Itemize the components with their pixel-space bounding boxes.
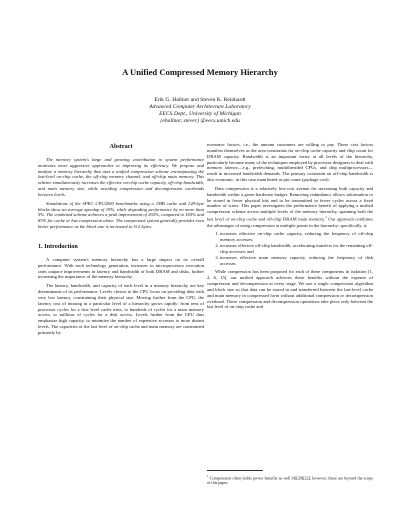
footnote-mark: 1 — [207, 474, 209, 478]
footnote-ref: 1 — [325, 215, 327, 220]
abstract — [38, 157, 204, 230]
department: EECS Dept., University of Michigan — [159, 111, 241, 117]
list-item: 2. increases effective off-chip bandwidth, accelerating transfers for the remaining off-chip accesses; and — [220, 243, 373, 255]
body-text: Data compression is a relatively low-cost avenue for increasing both capacity and bandwidth within a given hardware budget. Removing redundancy allows information to be stored in fewer physical bits and to be transmitted in fewer cycles across a fixed number of wires. This paper investigates the performance benefit of applying a unified compression scheme across multiple levels of the memory hierarchy, spanning both the last level of on-chip cache and off-chip DRAM main memory. — [207, 185, 373, 222]
right-column — [207, 142, 373, 313]
intro-paragraph: The latency, bandwidth, and capacity of each level in a memory hierarchy are key determinants of its performance. Levels closest to the CPU focus on providing data with very low latency, constraining their physical size. Moving further from the CPU, the latency cost of missing in a particular level of a hierarchy grows rapidly: from tens of processor cycles for a first level cache miss, to hundreds of cycles for a main memory access, to millions of cycles for a disk access. Levels further from the CPU thus emphasize high capacity, to minimize the number of expensive accesses to more distant levels. The capacities of the last level of on-chip cache and main memory are constrained primarily by — [38, 283, 204, 335]
abstract-paragraph: The memory system's large and growing contribution to system performance motivates more aggressive approaches to improving its efficiency. We propose and analyze a memory hierarchy that uses a unified compression scheme encompassing the last-level on-chip cache, the off-chip memory channel, and off-chip main memory. This scheme simultaneously increases the effective on-chip cache capacity, off-chip bandwidth, and main memory size, while avoiding compression and decompression overheads between levels. — [38, 156, 204, 197]
list-item: 1. increases effective on-chip cache capacity, reducing the frequency of off-chip memory accesses; — [220, 231, 373, 243]
contribution-list — [207, 231, 373, 266]
introduction-heading: 1. Introduction — [38, 242, 78, 250]
body-paragraph — [207, 186, 373, 228]
paper-title: A Unified Compressed Memory Hierarchy — [122, 67, 278, 77]
body-text: Our approach combines the advantages of using compression at multiple points in the hierarchy; specifically, it: — [207, 216, 373, 228]
footnote-text: Compression often yields power benefits as well [4][20][22], however, these are beyond the scope of this paper. — [207, 475, 374, 486]
footnote — [207, 474, 373, 485]
left-column — [38, 142, 204, 339]
abstract-heading: Abstract — [109, 143, 133, 150]
footnote-divider — [207, 470, 263, 471]
body-paragraph: economic factors, i.e., the amount customers are willing to pay. These cost factors manifest themselves as die area constraints for on-chip cache capacity and chip count for DRAM capacity. Bandwidth is an important factor at all levels of the hierarchy, particularly because many of the techniques employed by processor designers to deal with memory latency—e.g., prefetching, multithreaded CPUs, and chip multiprocessors—result in increased bandwidth demands. The primary constraint on off-chip bandwidth is also economic, in this case manifested as pin count (package cost). — [207, 142, 373, 183]
author-block — [0, 97, 400, 125]
author-emails: {ehallnor, stever} @eecs.umich.edu — [160, 118, 240, 124]
list-item: 3. increases effective main memory capacity, reducing the frequency of disk accesses. — [220, 255, 373, 267]
abstract-paragraph: Simulations of the SPEC CPU2000 benchmarks using a 1MB cache and 128-byte blocks show an average speedup of 19%, while degrading performance by no more than 5%. The combined scheme achieves a peak improvement of 292%, compared to 165% and 83% for cache or bus compression alone. The compressed system generally provides even better performance as the block size is increased to 512 bytes. — [38, 200, 204, 230]
body-paragraph: While compression has been proposed for each of these components in isolation [1, 2, 6, 15], our unified approach achieves these benefits without the expense of compression and decompression at every stage. We use a single compression algorithm and block size so that data can be stored in and transferred between the last-level cache and main memory in compressed form without additional compression or decompression overhead. These compression and decompression operations take place only between the last level of on-chip cache and — [207, 269, 373, 310]
affiliation: Advanced Computer Architecture Laboratory — [149, 104, 251, 110]
author-names: Erik G. Hallnor and Steven K. Reinhardt — [154, 97, 246, 103]
intro-paragraph: A computer system's memory hierarchy has a large impact on its overall performance. With each technology generation, increases in microprocessor execution rates outpace improvements in latency and bandwidth of both DRAM and disks, further increasing the importance of the memory hierarchy. — [38, 256, 204, 280]
